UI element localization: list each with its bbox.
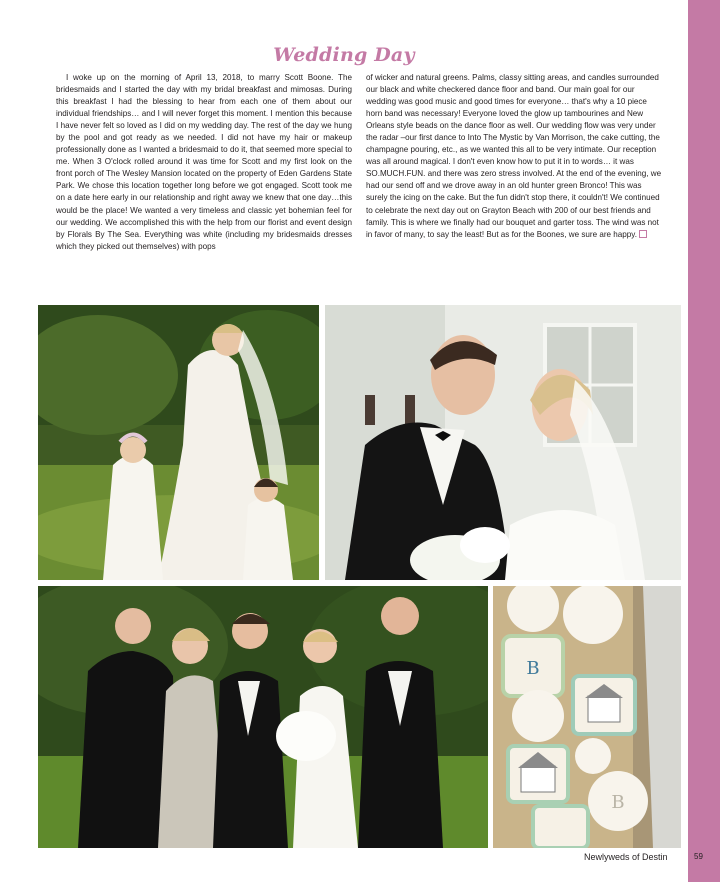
text-column-right [366,72,664,241]
photo-family-group [38,586,488,848]
side-color-bar [688,0,720,882]
text-column-left [56,72,352,253]
end-mark-icon [639,230,647,238]
page-title: Wedding Day [273,44,415,66]
footer-publication: Newlyweds of Destin [584,852,668,862]
paragraph-right-wrap [366,72,664,241]
paragraph-right: of wicker and natural greens. Palms, classy sitting areas, and candles surrounded our black and white checkered dance floor and band. Our main goal for our wedding was good music and good times for everyone… that's why a 10 piece horn band was necessary! Everyone loved the glow up tambourines and New Orleans style beads on the dance floor as well. Our wedding flow was very under the radar –our first dance to Into The Mystic by Van Morrison, the cake cutting, the champagne pouring, etc., as we wanted this all to be very intimate. Our reception was all around magical. I don't even know how to put it in to words… it was SO.MUCH.FUN. and there was zero stress involved. At the end of the evening, we had our send off and we drove away in an old hunter green Bronco! This was surely the icing on the cake. But the fun didn't stop there, it couldn't! We continued to celebrate the next day out on Grayton Beach with 200 of our best friends and family. This is where we finally had our bouquet and garter toss. The wind was not in favor of many, to say the least! But as for the Boones, we sure are happy. [366,73,662,239]
photo-decorated-cookies [493,586,681,848]
svg-text:B: B [526,658,540,679]
photo-bride-flower-girls [38,305,319,580]
svg-text:B: B [611,792,625,813]
photo-groom-and-bride [325,305,681,580]
footer-page-number: 59 [694,852,703,861]
paragraph-left: I woke up on the morning of April 13, 2018, to marry Scott Boone. The bridesmaids and I started the day with my bridal breakfast and mimosas. During this breakfast I had the blessing to hear from each one of them about our individual friendships… and I will never forget this moment. I mention this because I have never felt so loved as I did on my wedding day. The rest of the day we hung by the pool and got ready as we needed. I did not have my hair or makeup professionally done as I wanted a bridesmaid to do it, that seemed more special to me. When 3 O'clock rolled around it was time for Scott and my first look on the front porch of The Wesley Mansion located on the property of Eden Gardens State Park. We chose this location together long before we got engaged. Scott took me on a date here early in our relationship and right away we knew that one day…this would be the place! We wanted a very timeless and classic yet bohemian feel for our wedding. We accomplished this with the help from our florist and event design by Florals By The Sea. Everything was white (including my bridesmaids dresses which they picked out themselves) with pops [56,73,352,251]
